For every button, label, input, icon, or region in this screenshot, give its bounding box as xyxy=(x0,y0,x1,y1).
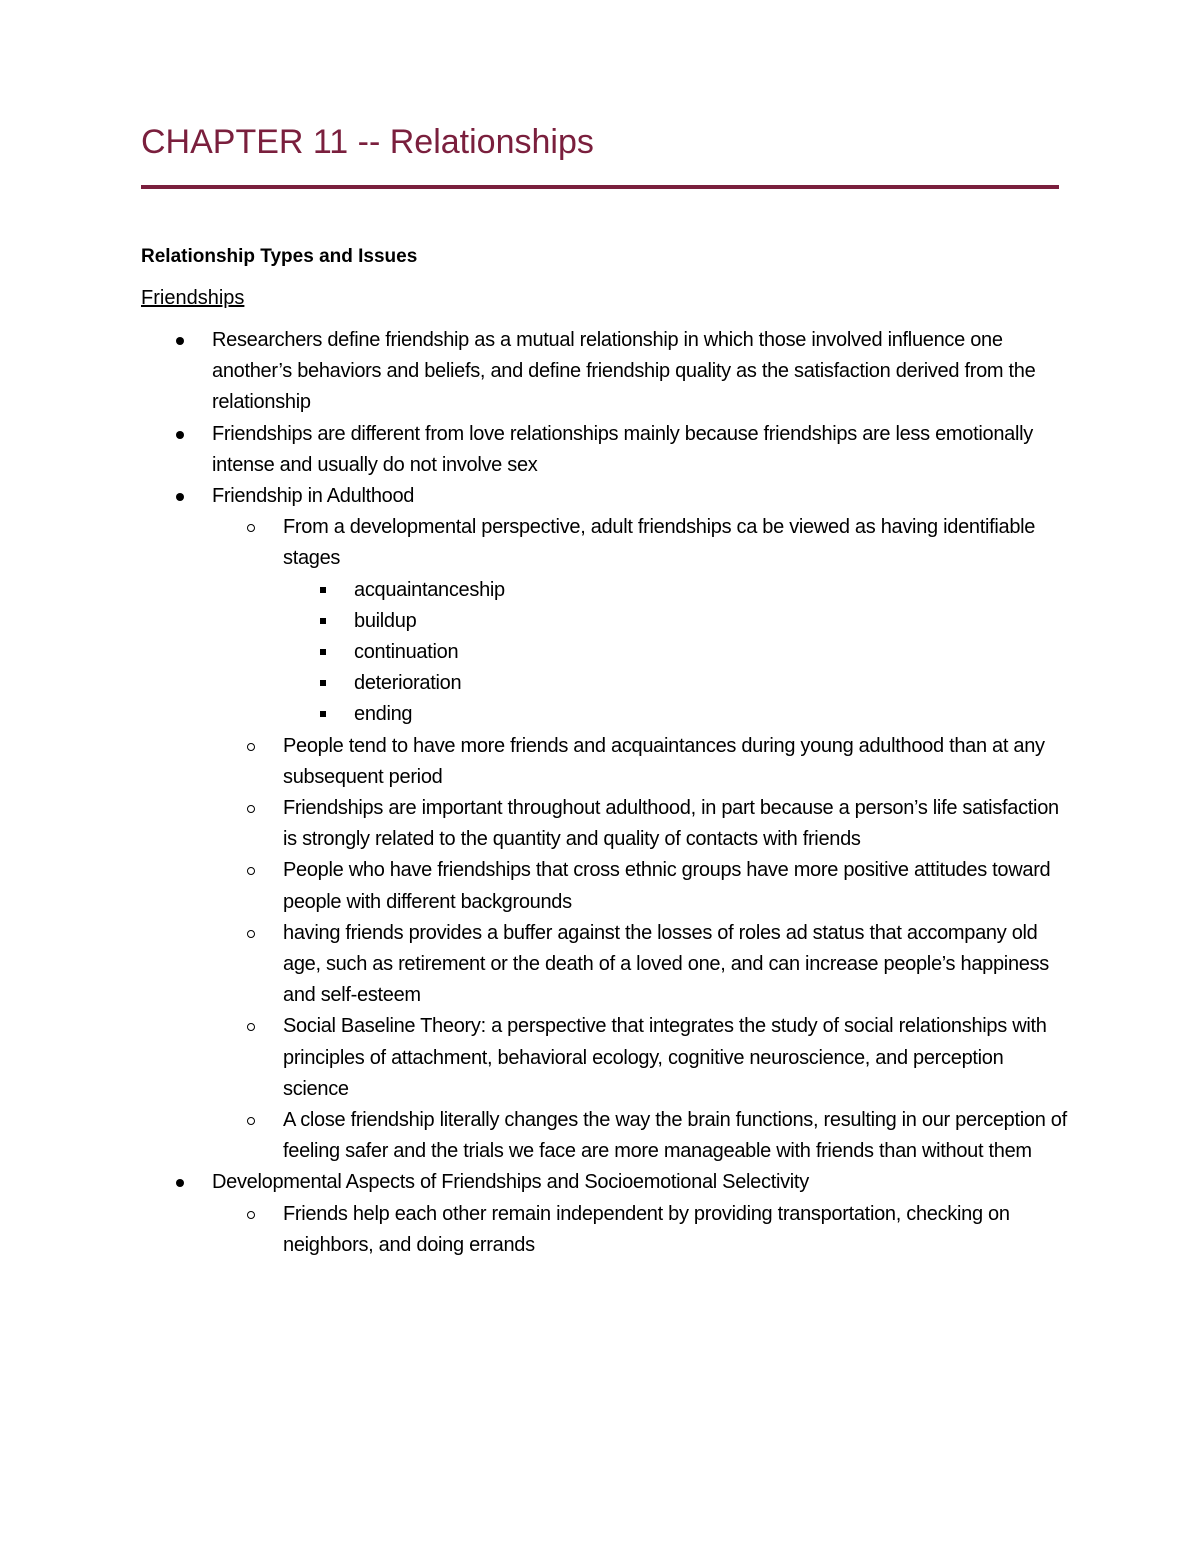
list-item xyxy=(212,1011,1071,1105)
bullet-square-icon xyxy=(320,587,326,593)
bullet-disc-icon xyxy=(176,1179,184,1187)
outline-list xyxy=(141,325,1071,1261)
list-item-text: People who have friendships that cross ethnic groups have more positive attitudes toward people with different backgrounds xyxy=(283,859,1051,913)
bullet-circle-icon xyxy=(247,930,255,938)
list-item-text: ending xyxy=(354,703,413,726)
list-item xyxy=(212,512,1071,730)
level1-list xyxy=(141,325,1071,1261)
list-item-text: continuation xyxy=(354,641,459,664)
bullet-disc-icon xyxy=(176,337,184,345)
list-item xyxy=(141,1167,1071,1261)
title-divider xyxy=(141,185,1059,189)
bullet-circle-icon xyxy=(247,1117,255,1125)
list-item xyxy=(141,481,1071,1167)
bullet-circle-icon xyxy=(247,524,255,532)
section-heading: Relationship Types and Issues xyxy=(141,246,418,267)
list-item-text: Friendships are different from love relationships mainly because friendships are less emotionally intense and usually do not involve sex xyxy=(212,422,1033,476)
list-item-text: Developmental Aspects of Friendships and Socioemotional Selectivity xyxy=(212,1171,809,1194)
list-item xyxy=(141,325,1071,419)
bullet-square-icon xyxy=(320,680,326,686)
bullet-circle-icon xyxy=(247,1023,255,1031)
bullet-square-icon xyxy=(320,618,326,624)
list-item-text: acquaintanceship xyxy=(354,578,505,601)
list-item-text: having friends provides a buffer against the losses of roles ad status that accompany old age, such as retirement or the death of a loved one, and can increase people’s happiness and self-esteem xyxy=(283,921,1049,1007)
list-item xyxy=(212,855,1071,917)
subsection-heading: Friendships xyxy=(141,287,245,309)
level3-list xyxy=(283,575,1071,731)
list-item xyxy=(212,793,1071,855)
list-item xyxy=(212,918,1071,1012)
list-item xyxy=(283,606,1071,637)
list-item xyxy=(212,1105,1071,1167)
list-item xyxy=(283,699,1071,730)
list-item-text: deterioration xyxy=(354,672,462,695)
bullet-square-icon xyxy=(320,711,326,717)
list-item xyxy=(283,637,1071,668)
list-item xyxy=(212,1199,1071,1261)
list-item-text: Researchers define friendship as a mutual relationship in which those involved influence one another’s behaviors and beliefs, and define friendship quality as the satisfaction derived from the relationship xyxy=(212,329,1036,414)
bullet-square-icon xyxy=(320,649,326,655)
list-item xyxy=(283,668,1071,699)
bullet-circle-icon xyxy=(247,805,255,813)
list-item-text: Friends help each other remain independent by providing transportation, checking on neighbors, and doing errands xyxy=(283,1202,1010,1256)
bullet-circle-icon xyxy=(247,743,255,751)
list-item xyxy=(141,419,1071,481)
list-item-text: Friendships are important throughout adulthood, in part because a person’s life satisfaction is strongly related to the quantity and quality of contacts with friends xyxy=(283,797,1059,851)
list-item-text: buildup xyxy=(354,609,417,632)
list-item-text: Social Baseline Theory: a perspective that integrates the study of social relationships with principles of attachment, behavioral ecology, cognitive neuroscience, and perception science xyxy=(283,1015,1047,1100)
bullet-disc-icon xyxy=(176,493,184,501)
chapter-title: CHAPTER 11 -- Relationships xyxy=(141,123,594,161)
list-item xyxy=(212,731,1071,793)
list-item xyxy=(283,575,1071,606)
list-item-text: Friendship in Adulthood xyxy=(212,485,415,508)
level2-list xyxy=(212,512,1071,1167)
level2-list xyxy=(212,1199,1071,1261)
list-item-text: A close friendship literally changes the way the brain functions, resulting in our perception of feeling safer and the trials we face are more manageable with friends than without them xyxy=(283,1109,1067,1163)
bullet-circle-icon xyxy=(247,867,255,875)
bullet-disc-icon xyxy=(176,431,184,439)
bullet-circle-icon xyxy=(247,1211,255,1219)
list-item-text: From a developmental perspective, adult friendships ca be viewed as having identifiable stages xyxy=(283,516,1036,570)
list-item-text: People tend to have more friends and acquaintances during young adulthood than at any subsequent period xyxy=(283,734,1045,788)
